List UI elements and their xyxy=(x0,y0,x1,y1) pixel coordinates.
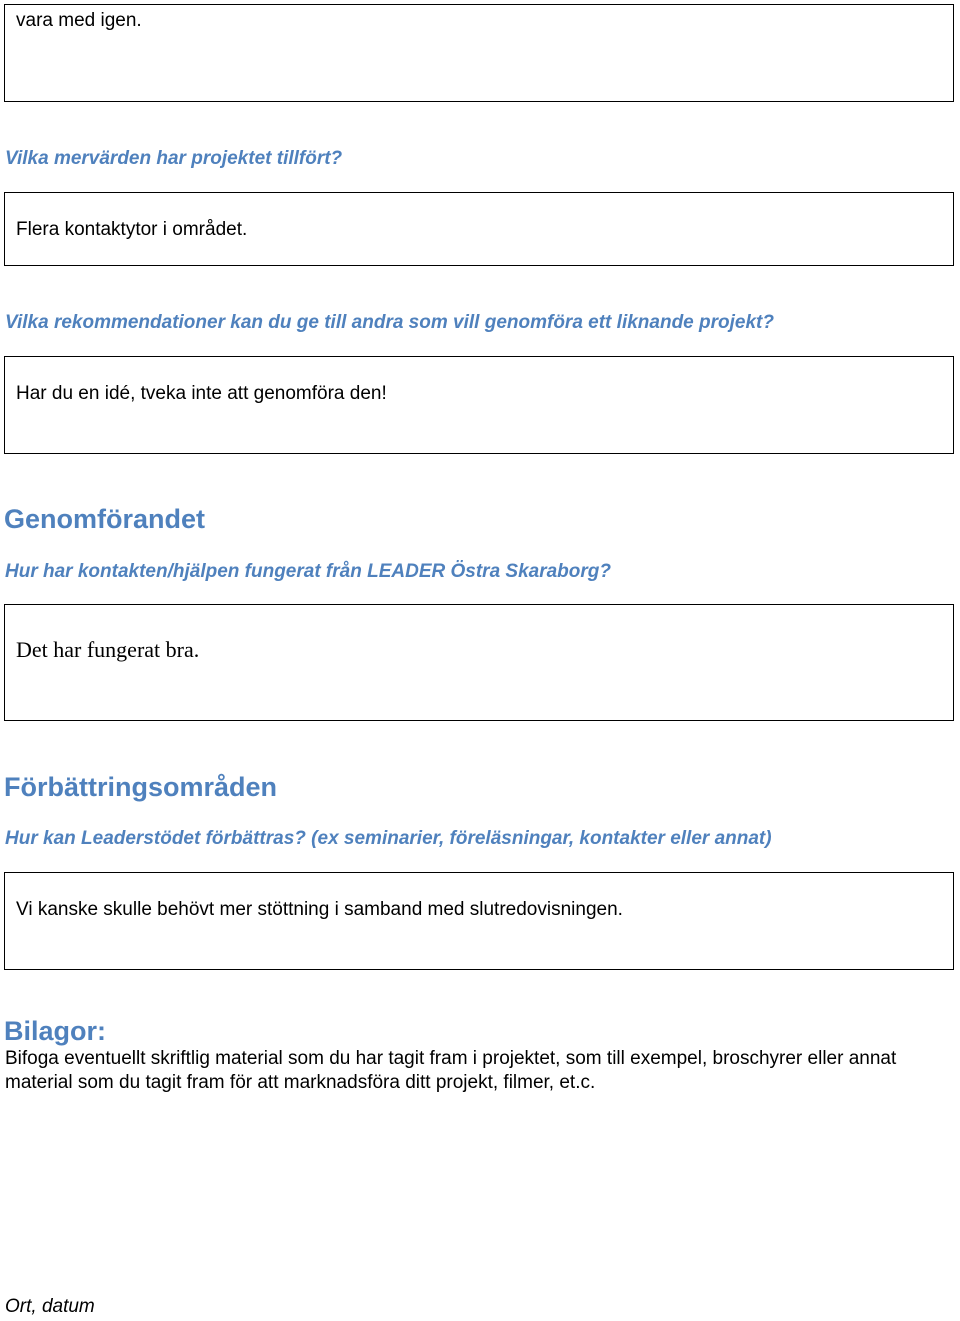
question-rekommendationer: Vilka rekommendationer kan du ge till andra som vill genomföra ett liknande projekt? xyxy=(5,312,774,333)
answer-box-rekommendationer[interactable] xyxy=(4,356,954,454)
answer-text-forbattras: Vi kanske skulle behövt mer stöttning i samband med slutredovisningen. xyxy=(16,899,623,920)
section-heading-bilagor: Bilagor: xyxy=(4,1016,107,1046)
bilagor-instructions: Bifoga eventuellt skriftlig material som du har tagit fram i projektet, som till exempel, broschyrer eller annat material som du tagit fram för att marknadsföra ditt projekt, filmer, et.c. xyxy=(5,1048,897,1093)
answer-text-rekommendationer: Har du en idé, tveka inte att genomföra den! xyxy=(16,383,387,404)
answer-box-forbattras[interactable] xyxy=(4,872,954,970)
answer-text-kontakten: Det har fungerat bra. xyxy=(16,637,200,662)
answer-text-previous: vara med igen. xyxy=(16,10,142,31)
question-forbattras: Hur kan Leaderstödet förbättras? (ex seminarier, föreläsningar, kontakter eller annat) xyxy=(5,828,772,849)
answer-box-mervarden[interactable] xyxy=(4,192,954,266)
answer-text-mervarden: Flera kontaktytor i området. xyxy=(16,219,248,240)
answer-box-previous[interactable] xyxy=(4,4,954,102)
answer-box-kontakten[interactable] xyxy=(4,604,954,721)
section-heading-forbattring: Förbättringsområden xyxy=(4,772,278,802)
section-heading-genomforandet: Genomförandet xyxy=(4,504,206,534)
question-kontakten: Hur har kontakten/hjälpen fungerat från LEADER Östra Skaraborg? xyxy=(5,561,611,582)
place-date-label: Ort, datum xyxy=(5,1296,95,1317)
question-mervarden: Vilka mervärden har projektet tillfört? xyxy=(5,148,343,169)
